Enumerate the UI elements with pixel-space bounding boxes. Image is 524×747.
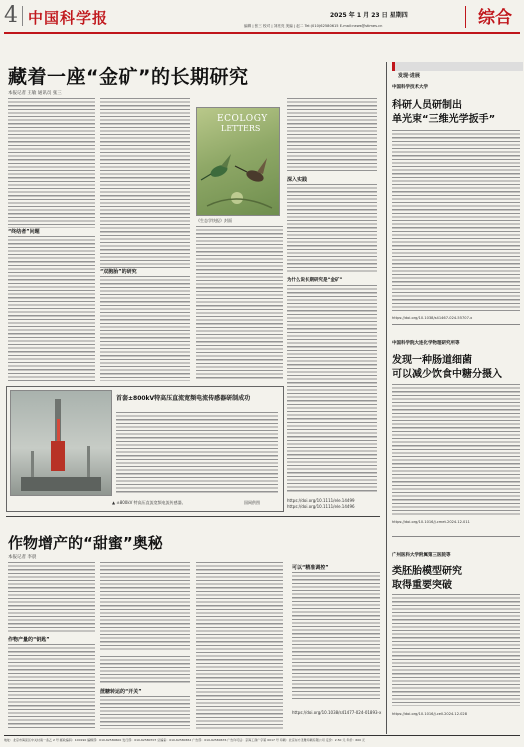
journal-title-line2: LETTERS bbox=[221, 124, 261, 133]
article1-ref2[interactable]: https://doi.org/10.1111/ele.14496 bbox=[287, 504, 355, 509]
article1-body-col2 bbox=[100, 98, 190, 268]
article1-sidebar-sub: 为什么说长期研究是“金矿” bbox=[287, 278, 343, 283]
section-name: 综合 bbox=[478, 8, 512, 28]
item3-headline-line1: 类胚胎模型研究 bbox=[392, 566, 462, 577]
paper-name: 中国科学报 bbox=[28, 9, 109, 27]
article1-body-col1b bbox=[8, 236, 95, 381]
article1-body-col4c bbox=[287, 285, 377, 493]
article2-subhead1: 作物产量的“钥匙” bbox=[8, 637, 50, 643]
journal-title-line1: ECOLOGY bbox=[217, 114, 268, 124]
article1-body-col4 bbox=[287, 98, 377, 173]
article1-sidebar-head: 深入实践 bbox=[287, 177, 308, 183]
item2-rule bbox=[392, 536, 520, 537]
footer-rule bbox=[4, 735, 520, 736]
photo-box-body bbox=[116, 412, 278, 494]
article1-byline: 本报记者 王敏 通讯员 张三 bbox=[8, 91, 62, 96]
article1-body-col2b bbox=[100, 276, 190, 381]
item1-rule bbox=[392, 324, 520, 325]
article2-body-col3 bbox=[196, 562, 283, 729]
item1-headline-line1: 科研人员研制出 bbox=[392, 100, 462, 111]
article1-body-col4b bbox=[287, 184, 377, 274]
item2-body bbox=[392, 384, 520, 516]
section-divider bbox=[465, 6, 466, 28]
item1-source: 中国科学技术大学 bbox=[392, 85, 428, 90]
item2-headline-line2: 可以减少饮食中糖分摄入 bbox=[392, 369, 502, 380]
footer-address: 地址：北京市海淀区中关村南一条乙 2 号 邮政编码：100190 编辑部：010-62580600 发行部：010-62580707 总编室：010-62580652 广告部：010-62580676 广告许可证：京海工商广字第 0017 号 印刷：北京东方圣雅印刷有限公司 定价：2.50 元 年价：600 元 bbox=[4, 738, 366, 742]
photo-box-credit: 国网供图 bbox=[244, 500, 260, 505]
uhv-sensor-photo bbox=[10, 390, 112, 496]
article1-headline: 藏着一座“金矿”的长期研究 bbox=[8, 66, 249, 88]
right-column-label bbox=[392, 62, 523, 79]
item1-body bbox=[392, 130, 520, 312]
photo-box-title: 首套±800kV特高压直流宽频电流传感器研制成功 bbox=[116, 395, 251, 402]
masthead-divider bbox=[22, 6, 23, 26]
article2-body-col2 bbox=[100, 562, 190, 652]
item1-headline-line2: 单光束“三维光学扳手” bbox=[392, 114, 496, 125]
hummingbird-illustration bbox=[197, 136, 279, 216]
sensor-illustration bbox=[11, 391, 111, 495]
article2-body-col2b bbox=[100, 656, 190, 684]
item2-ref[interactable]: https://doi.org/10.1016/j.cmet.2024.12.011 bbox=[392, 520, 470, 524]
item2-headline-line1: 发现一种肠道细菌 bbox=[392, 355, 472, 366]
item3-source: 广州医科大学附属第三医院等 bbox=[392, 553, 451, 558]
article2-top-rule bbox=[6, 516, 380, 517]
article2-body-col1b bbox=[8, 644, 95, 729]
article2-subhead2: 蔗糖转运的“开关” bbox=[100, 689, 142, 695]
article1-body-col1 bbox=[8, 98, 95, 228]
article2-ref[interactable]: https://doi.org/10.1038/s41477-024-01893-x bbox=[292, 710, 382, 715]
article2-body-col1 bbox=[8, 562, 95, 632]
article1-subhead2: “双胞胎”的研究 bbox=[100, 269, 137, 275]
item3-ref[interactable]: https://doi.org/10.1016/j.cell.2024.12.028 bbox=[392, 712, 468, 716]
figure-caption: 《生态学快报》封面 bbox=[196, 218, 232, 223]
masthead-rule bbox=[4, 32, 520, 34]
item2-source: 中国科学院大连化学物理研究所等 bbox=[392, 341, 460, 346]
article1-body-col3 bbox=[196, 226, 283, 381]
article2-headline: 作物增产的“甜蜜”奥秘 bbox=[8, 534, 163, 552]
date-line: 2025 年 1 月 23 日 星期四 bbox=[330, 12, 408, 19]
edition-info: 编辑 | 张三 校对 | 刘亮亮 美编 | 赵二 Tel:(010)62580615 E-mail:news@stimes.cn bbox=[244, 24, 383, 28]
item1-ref[interactable]: https://doi.org/10.1038/s41467-024-55707-x bbox=[392, 316, 473, 320]
item3-headline-line2: 取得重要突破 bbox=[392, 580, 452, 591]
article1-ref1[interactable]: https://doi.org/10.1111/ele.14499 bbox=[287, 498, 355, 503]
right-column-label-text: 发现·进展 bbox=[398, 73, 420, 79]
article2-body-col4 bbox=[292, 572, 380, 700]
article2-body-col2c bbox=[100, 696, 190, 729]
photo-box-caption: ▲ ±800kV 特高压直流宽频电流传感器。 bbox=[112, 500, 186, 505]
right-column-divider bbox=[386, 62, 387, 734]
item3-body bbox=[392, 594, 520, 706]
journal-cover-image bbox=[196, 107, 280, 216]
page-number: 4 bbox=[4, 3, 18, 28]
article2-subhead3: 可以“精准调控” bbox=[292, 565, 329, 571]
article2-byline: 本报记者 李晨 bbox=[8, 555, 37, 560]
article1-subhead1: “终结者”问题 bbox=[8, 229, 40, 235]
